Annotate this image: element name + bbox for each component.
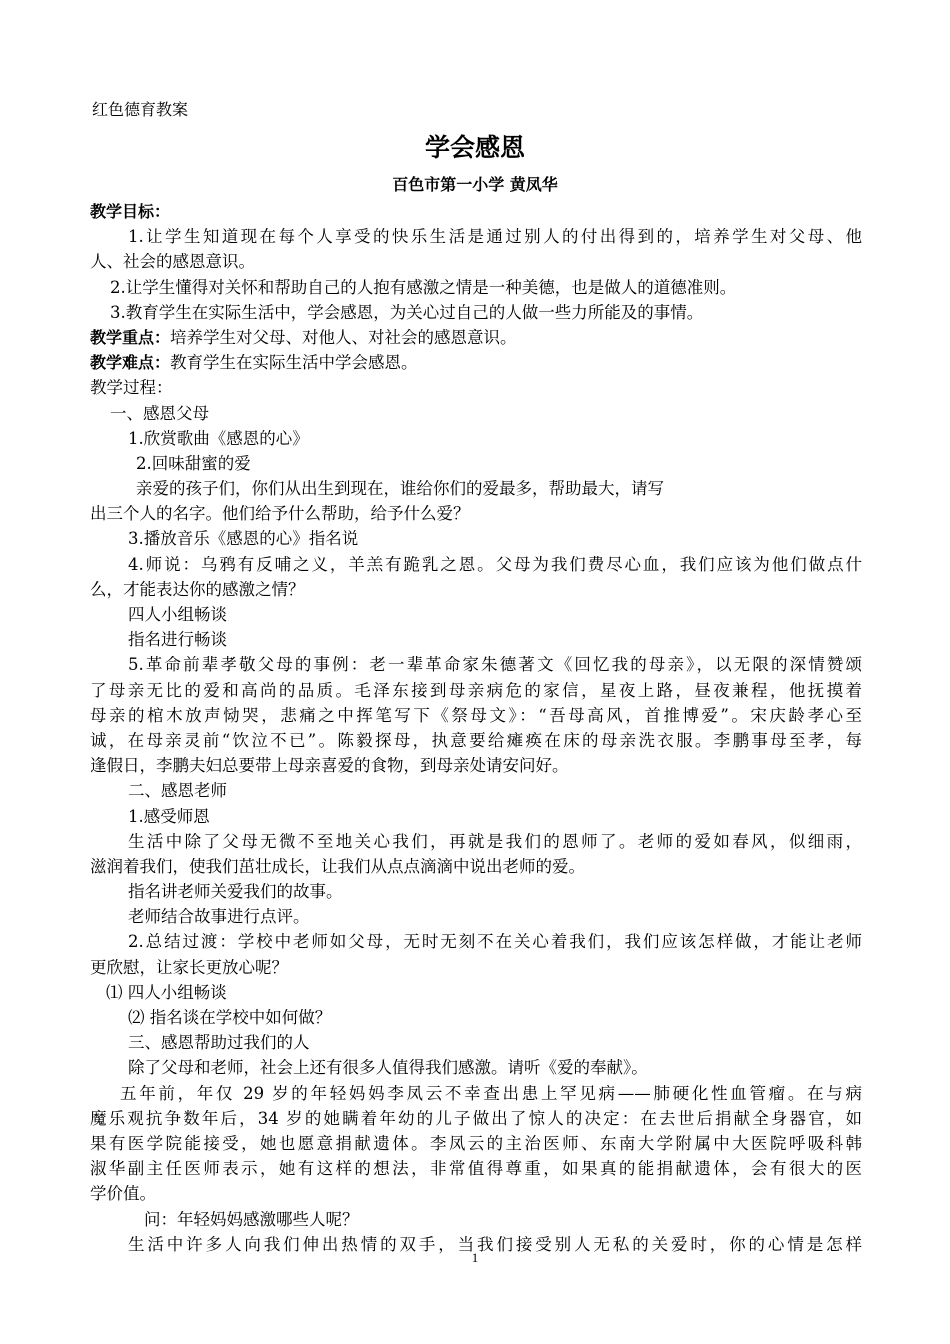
objective-item-1-cont: 人、社会的感恩意识。 [90, 252, 255, 272]
section-3-story-cont-2: 果有医学院能接受，她也愿意捐献遗体。李凤云的主治医师、东南大学附属中大医院呼吸科韩 [90, 1133, 862, 1153]
page-number: 1 [471, 1250, 479, 1265]
section-1-item-4-cont: 么，才能表达你的感激之情？ [90, 579, 305, 599]
section-2-story: 指名讲老师关爱我们的故事。 [128, 882, 343, 902]
section-1-item-2-text: 亲爱的孩子们，你们从出生到现在，谁给你们的爱最多，帮助最大，请写 [136, 479, 664, 499]
section-3-story-cont-3: 淑华副主任医师表示，她有这样的想法，非常值得尊重，如果真的能捐献遗体，会有很大的医 [90, 1159, 862, 1179]
document-category-label: 红色德育教案 [92, 100, 189, 119]
section-3-title: 三、感恩帮助过我们的人 [128, 1033, 310, 1053]
section-2-sub-2: ⑵ 指名谈在学校中如何做？ [128, 1008, 332, 1027]
section-1-item-5-cont-1: 了母亲无比的爱和高尚的品质。毛泽东接到母亲病危的家信，星夜上路，昼夜兼程，他抚摸着 [90, 680, 862, 700]
section-1-item-2: 2.回味甜蜜的爱 [136, 453, 251, 473]
section-2-sub-1: ⑴ 四人小组畅谈 [106, 982, 227, 1002]
page-title: 学会感恩 [424, 133, 525, 162]
section-2-item-1: 1.感受师恩 [128, 806, 210, 826]
section-2-item-1-text: 生活中除了父母无微不至地关心我们，再就是我们的恩师了。老师的爱如春风，似细雨， [128, 831, 862, 851]
key-point-label: 教学重点： [90, 327, 171, 347]
section-2-title: 二、感恩老师 [128, 781, 227, 801]
process-heading: 教学过程： [90, 378, 173, 398]
section-1-item-1: 1.欣赏歌曲《感恩的心》 [128, 428, 309, 448]
section-1-item-4: 4.师说：乌鸦有反哺之义，羊羔有跪乳之恩。父母为我们费尽心血，我们应该为他们做点什 [128, 554, 862, 574]
difficulty-label: 教学难点： [90, 353, 171, 373]
section-1-item-5: 5.革命前辈孝敬父母的事例：老一辈革命家朱德著文《回忆我的母亲》，以无限的深情赞颂 [128, 655, 862, 675]
key-point [90, 325, 862, 350]
section-1-named-talk: 指名进行畅谈 [128, 630, 227, 650]
objective-item-3: 3.教育学生在实际生活中，学会感恩，为关心过自己的人做一些力所能及的事情。 [110, 302, 704, 322]
difficulty-text: 教育学生在实际生活中学会感恩。 [170, 353, 418, 373]
section-3-last-line: 生活中许多人向我们伸出热情的双手，当我们接受别人无私的关爱时，你的心情是怎样 [128, 1234, 862, 1254]
key-point-text: 培养学生对父母、对他人、对社会的感恩意识。 [170, 327, 517, 347]
section-2-item-2: 2.总结过渡：学校中老师如父母，无时无刻不在关心着我们，我们应该怎样做，才能让老师 [128, 932, 862, 952]
section-1-item-5-cont-2: 母亲的棺木放声恸哭，悲痛之中挥笔写下《祭母文》：“吾母高风，首推博爱”。宋庆龄孝心至 [90, 705, 862, 725]
section-3-intro: 除了父母和老师，社会上还有很多人值得我们感激。请听《爱的奉献》。 [128, 1058, 648, 1078]
section-3-question: 问：年轻妈妈感激哪些人呢？ [144, 1209, 359, 1229]
objectives-heading: 教学目标： [90, 202, 171, 221]
section-1-item-3: 3.播放音乐《感恩的心》指名说 [128, 529, 359, 549]
section-3-story: 五年前，年仅 29 岁的年轻妈妈李凤云不幸查出患上罕见病——肺硬化性血管瘤。在与病 [120, 1083, 862, 1103]
section-3-story-cont-1: 魔乐观抗争数年后，34 岁的她瞒着年幼的儿子做出了惊人的决定：在去世后捐献全身器官，如 [90, 1108, 862, 1128]
section-1-item-2-text-cont: 出三个人的名字。他们给予什么帮助，给予什么爱？ [90, 504, 470, 524]
section-1-item-5-cont-3: 诚，在母亲灵前“饮泣不已”。陈毅探母，执意要给瘫痪在床的母亲洗衣服。李鹏事母至孝，每 [90, 730, 862, 750]
section-2-item-1-text-cont: 滋润着我们，使我们茁壮成长，让我们从点点滴滴中说出老师的爱。 [90, 856, 585, 876]
section-3-story-cont-4: 学价值。 [90, 1184, 156, 1204]
section-2-comment: 老师结合故事进行点评。 [128, 907, 310, 927]
lesson-plan-body [90, 199, 862, 1257]
section-1-group-talk: 四人小组畅谈 [128, 605, 227, 624]
section-2-item-2-cont: 更欣慰，让家长更放心呢？ [90, 957, 288, 977]
difficulty [90, 350, 862, 375]
section-1-item-5-cont-4: 逢假日，李鹏夫妇总要带上母亲喜爱的食物，到母亲处请安问好。 [90, 756, 569, 776]
author-line: 百色市第一小学 黄凤华 [392, 175, 558, 194]
objective-item-2: 2.让学生懂得对关怀和帮助自己的人抱有感激之情是一种美德，也是做人的道德准则。 [110, 277, 737, 297]
objective-item-1: 1.让学生知道现在每个人享受的快乐生活是通过别人的付出得到的，培养学生对父母、他 [128, 227, 862, 247]
section-1-title: 一、感恩父母 [110, 403, 209, 423]
